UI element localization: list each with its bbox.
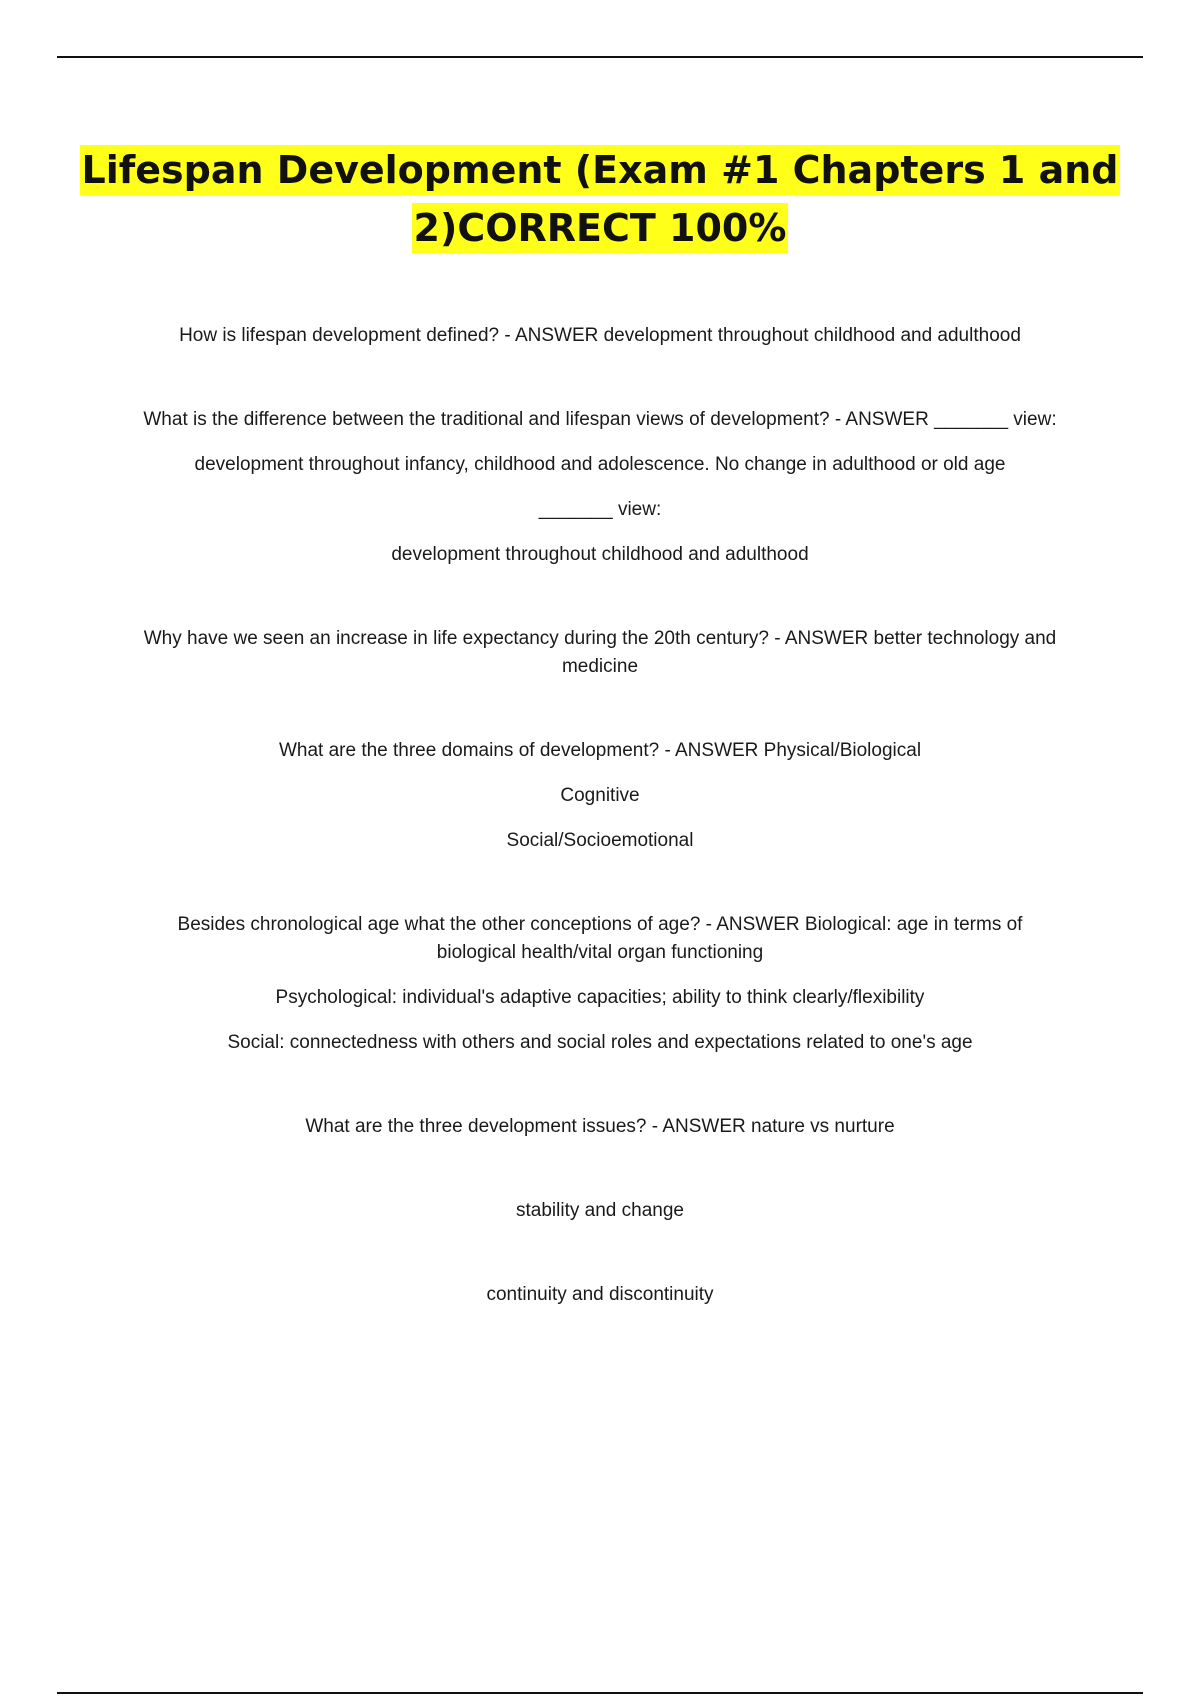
document-title [0, 145, 1200, 261]
answer-line: Cognitive [560, 785, 640, 806]
answer-line: Social: connectedness with others and social roles and expectations related to one's age [227, 1032, 973, 1053]
qa-paragraph: What are the three development issues? - ANSWER nature vs nurture [305, 1116, 895, 1137]
answer-line: stability and change [516, 1200, 684, 1221]
title-line-2: 2)CORRECT 100% [412, 203, 789, 253]
answer-line: development throughout infancy, childhood and adolescence. No change in adulthood or old age [194, 454, 1006, 475]
answer-line: Psychological: individual's adaptive capacities; ability to think clearly/flexibility [275, 987, 925, 1008]
answer-line: Social/Socioemotional [506, 830, 694, 851]
qa-paragraph: What is the difference between the traditional and lifespan views of development? - ANSWER _______ view: [143, 409, 1057, 430]
qa-paragraph: How is lifespan development defined? - ANSWER development throughout childhood and adulthood [179, 325, 1021, 346]
title-line-1: Lifespan Development (Exam #1 Chapters 1 and [80, 145, 1121, 195]
qa-paragraph: What are the three domains of development? - ANSWER Physical/Biological [278, 740, 922, 761]
qa-paragraph: Why have we seen an increase in life expectancy during the 20th century? - ANSWER better technology and medicine [143, 628, 1057, 677]
qa-paragraph: Besides chronological age what the other conceptions of age? - ANSWER Biological: age in terms of biological health/vital organ functioning [177, 914, 1023, 963]
top-divider [57, 56, 1143, 58]
answer-line: continuity and discontinuity [486, 1284, 714, 1305]
document-body [140, 322, 1060, 1309]
bottom-divider [57, 1692, 1143, 1694]
answer-line: _______ view: [538, 499, 662, 520]
answer-line: development throughout childhood and adulthood [391, 544, 809, 565]
